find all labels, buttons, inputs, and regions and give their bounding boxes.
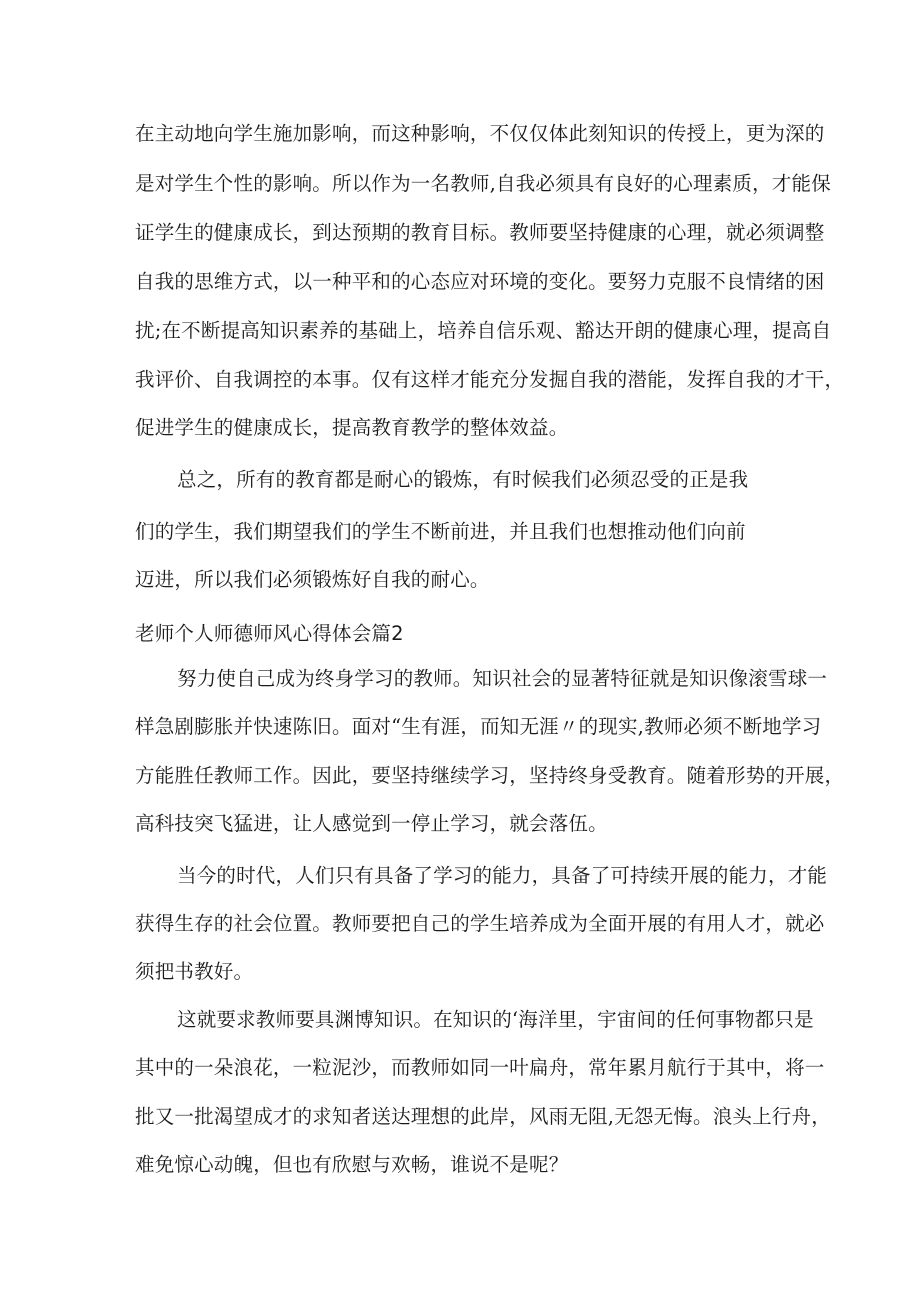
text-line: 高科技突飞猛进，让人感觉到一停止学习，就会落伍。 bbox=[135, 812, 608, 835]
section-heading: 老师个人师德师风心得体会篇2 bbox=[135, 622, 404, 645]
text-line: 其中的一朵浪花，一粒泥沙，而教师如同一叶扁舟，常年累月航行于其中，将一 bbox=[135, 1056, 825, 1079]
text-line: 我评价、自我调控的本事。仅有这样才能充分发掘自我的潜能，发挥自我的才干， bbox=[135, 368, 845, 391]
text-line: 扰;在不断提高知识素养的基础上，培养自信乐观、豁达开朗的健康心理，提高自 bbox=[135, 319, 832, 342]
text-line: 证学生的健康成长，到达预期的教育目标。教师要坚持健康的心理，就必须调整 bbox=[135, 221, 825, 244]
text-line: 批又一批渴望成才的求知者送达理想的此岸，风雨无阻,无怨无悔。浪头上行舟， bbox=[135, 1105, 831, 1128]
text-line: 努力使自己成为终身学习的教师。知识社会的显著特征就是知识像滚雪球一 bbox=[177, 667, 828, 690]
text-line: 样急剧膨胀并快速陈旧。面对“生有涯，而知无涯〃的现实,教师必须不断地学习 bbox=[135, 715, 822, 738]
text-line: 迈进，所以我们必须锻炼好自我的耐心。 bbox=[135, 568, 490, 591]
text-line: 总之，所有的教育都是耐心的锻炼，有时候我们必须忍受的正是我 bbox=[177, 468, 749, 491]
text-line: 须把书教好。 bbox=[135, 960, 254, 983]
text-line: 难免惊心动魄，但也有欣慰与欢畅，谁说不是呢？ bbox=[135, 1153, 569, 1176]
text-line: 获得生存的社会位置。教师要把自己的学生培养成为全面开展的有用人才，就必 bbox=[135, 912, 825, 935]
text-line: 当今的时代，人们只有具备了学习的能力，具备了可持续开展的能力，才能 bbox=[177, 864, 828, 887]
text-line: 在主动地向学生施加影响，而这种影响，不仅仅体此刻知识的传授上，更为深的 bbox=[135, 122, 825, 145]
text-line: 自我的思维方式，以一种平和的心态应对环境的变化。要努力克服不良情绪的困 bbox=[135, 270, 825, 293]
text-line: 们的学生，我们期望我们的学生不断前进，并且我们也想推动他们向前 bbox=[135, 520, 746, 543]
text-line: 这就要求教师要具渊博知识。在知识的‘海洋里，宇宙间的任何事物都只是 bbox=[177, 1008, 814, 1031]
text-line: 促进学生的健康成长，提高教育教学的整体效益。 bbox=[135, 416, 569, 439]
text-line: 方能胜任教师工作。因此，要坚持继续学习，坚持终身受教育。随着形势的开展， bbox=[135, 764, 845, 787]
text-line: 是对学生个性的影响。所以作为一名教师,自我必须具有良好的心理素质，才能保 bbox=[135, 172, 831, 195]
